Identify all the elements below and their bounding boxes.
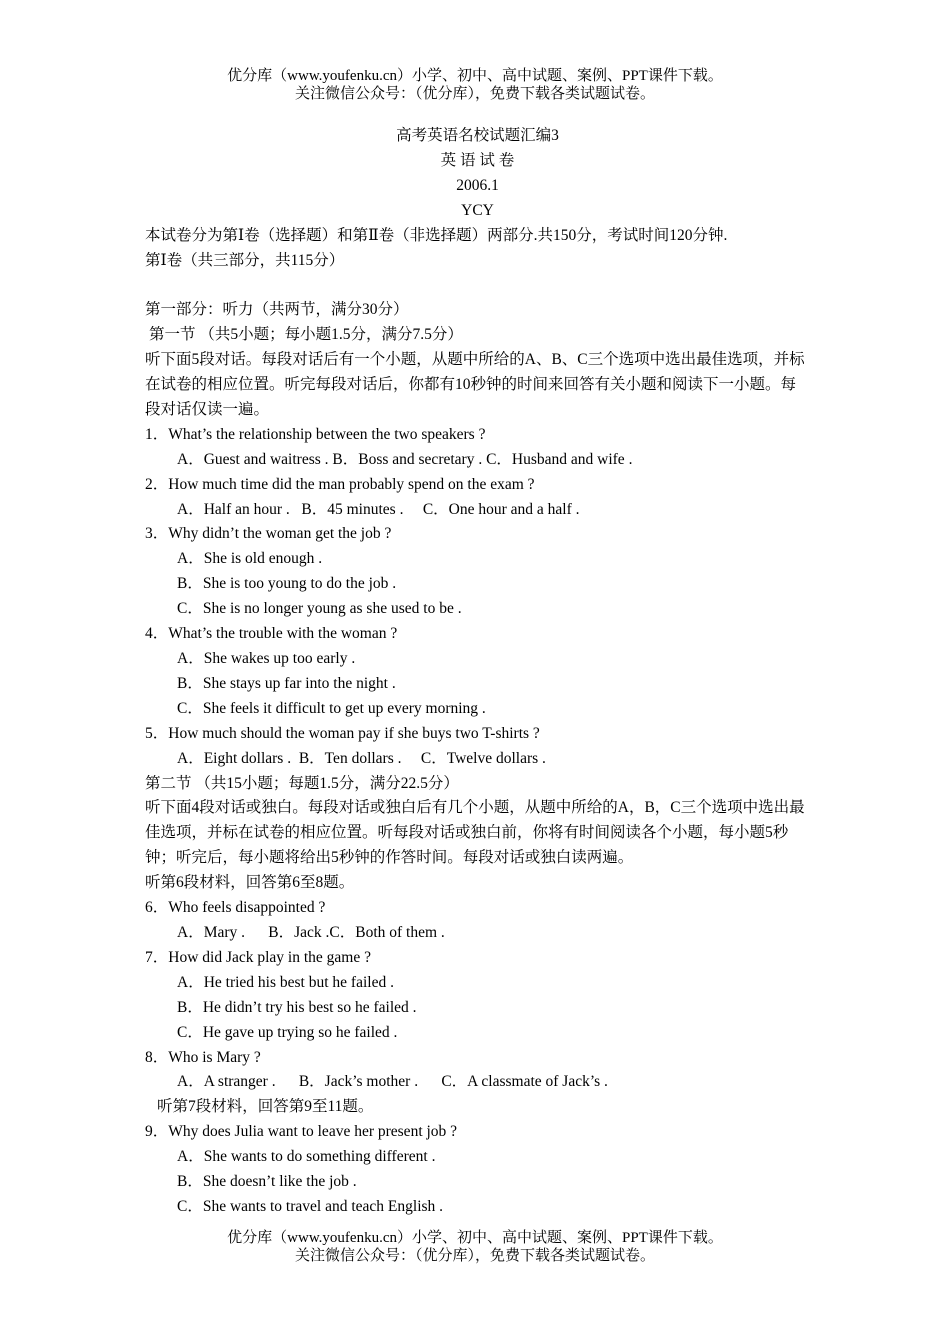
question-9-option-a: A．She wants to do something different . (177, 1148, 436, 1166)
section1-instructions: 听下面5段对话。每段对话后有一个小题，从题中所给的A、B、C三个选项中选出最佳选项，并标在试卷的相应位置。听完每段对话后，你都有10秒钟的时间来回答有关小题和阅读下一小题。每段对话仅读一遍。 (145, 351, 805, 418)
question-3-option-c: C．She is no longer young as she used to be . (177, 600, 462, 618)
question-2-stem: 2．How much time did the man probably spend on the exam ? (145, 475, 535, 493)
question-4-option-a: A．She wakes up too early . (177, 650, 356, 668)
section2-heading: 第二节 （共15小题；每题1.5分，满分22.5分） (145, 774, 459, 792)
footer-line-2: 关注微信公众号：（优分库），免费下载各类试题试卷。 (294, 1248, 655, 1264)
question-9-option-c: C．She wants to travel and teach English . (177, 1197, 444, 1215)
question-7-option-c: C．He gave up trying so he failed . (177, 1023, 398, 1041)
question-8-stem: 8．Who is Mary ? (145, 1048, 261, 1066)
part1-heading: 第一部分：听力（共两节，满分30分） (145, 301, 409, 319)
question-7-option-b: B．He didn’t try his best so he failed . (177, 998, 417, 1016)
page-footer (0, 1229, 950, 1265)
doc-subtitle: 英 语 试 卷 (440, 151, 515, 169)
question-6-stem: 6．Who feels disappointed ? (145, 899, 326, 917)
section2-instructions: 听下面4段对话或独白。每段对话或独白后有几个小题，从题中所给的A，B，C三个选项中选出最佳选项，并标在试卷的相应位置。听每段对话或独白前，你将有时间阅读各个小题，每小题5秒钟；听完后，每小题将给出5秒钟的作答时间。每段对话或独白读两遍。 (145, 799, 805, 867)
question-1-options: A．Guest and waitress . B．Boss and secretary . C．Husband and wife . (177, 450, 633, 468)
question-3-stem: 3．Why didn’t the woman get the job ? (145, 525, 392, 543)
question-9-option-b: B．She doesn’t like the job . (177, 1173, 357, 1191)
header-line-2: 关注微信公众号：（优分库），免费下载各类试题试卷。 (294, 86, 655, 102)
question-5-options: A．Eight dollars . B．Ten dollars . C．Twelve dollars . (177, 749, 546, 767)
question-6-options: A．Mary . B．Jack .C．Both of them . (177, 923, 445, 941)
page-header (0, 67, 950, 103)
section1-heading: 第一节 （共5小题；每小题1.5分，满分7.5分） (149, 326, 463, 344)
question-7-stem: 7．How did Jack play in the game ? (145, 948, 371, 966)
question-8-options: A．A stranger . B．Jack’s mother . C．A classmate of Jack’s . (177, 1073, 608, 1091)
question-4-option-c: C．She feels it difficult to get up every morning . (177, 699, 486, 717)
exam-description: 本试卷分为第Ⅰ卷（选择题）和第Ⅱ卷（非选择题）两部分.共150分，考试时间120分钟. (145, 226, 728, 244)
spacer (145, 273, 810, 298)
doc-date: 2006.1 (456, 176, 499, 194)
segment-7-note: 听第7段材料，回答第9至11题。 (157, 1098, 374, 1116)
question-9-stem: 9．Why does Julia want to leave her present job ? (145, 1123, 458, 1141)
question-7-option-a: A．He tried his best but he failed . (177, 973, 394, 991)
question-1-stem: 1．What’s the relationship between the two speakers ? (145, 425, 486, 443)
doc-title: 高考英语名校试题汇编3 (396, 127, 559, 144)
volume-1-heading: 第Ⅰ卷（共三部分，共115分） (145, 251, 345, 269)
doc-author: YCY (461, 201, 494, 219)
question-5-stem: 5．How much should the woman pay if she buys two T-shirts ? (145, 724, 540, 742)
question-3-option-a: A．She is old enough . (177, 550, 323, 568)
question-4-option-b: B．She stays up far into the night . (177, 674, 396, 692)
header-line-1: 优分库（www.youfenku.cn）小学、初中、高中试题、案例、PPT课件下载。 (227, 68, 723, 84)
footer-line-1: 优分库（www.youfenku.cn）小学、初中、高中试题、案例、PPT课件下载。 (227, 1230, 723, 1246)
document-body (145, 124, 810, 1220)
question-4-stem: 4．What’s the trouble with the woman ? (145, 625, 398, 643)
question-2-options: A．Half an hour . B．45 minutes . C．One hour and a half . (177, 500, 580, 518)
question-3-option-b: B．She is too young to do the job . (177, 575, 397, 593)
segment-6-note: 听第6段材料，回答第6至8题。 (145, 874, 355, 892)
